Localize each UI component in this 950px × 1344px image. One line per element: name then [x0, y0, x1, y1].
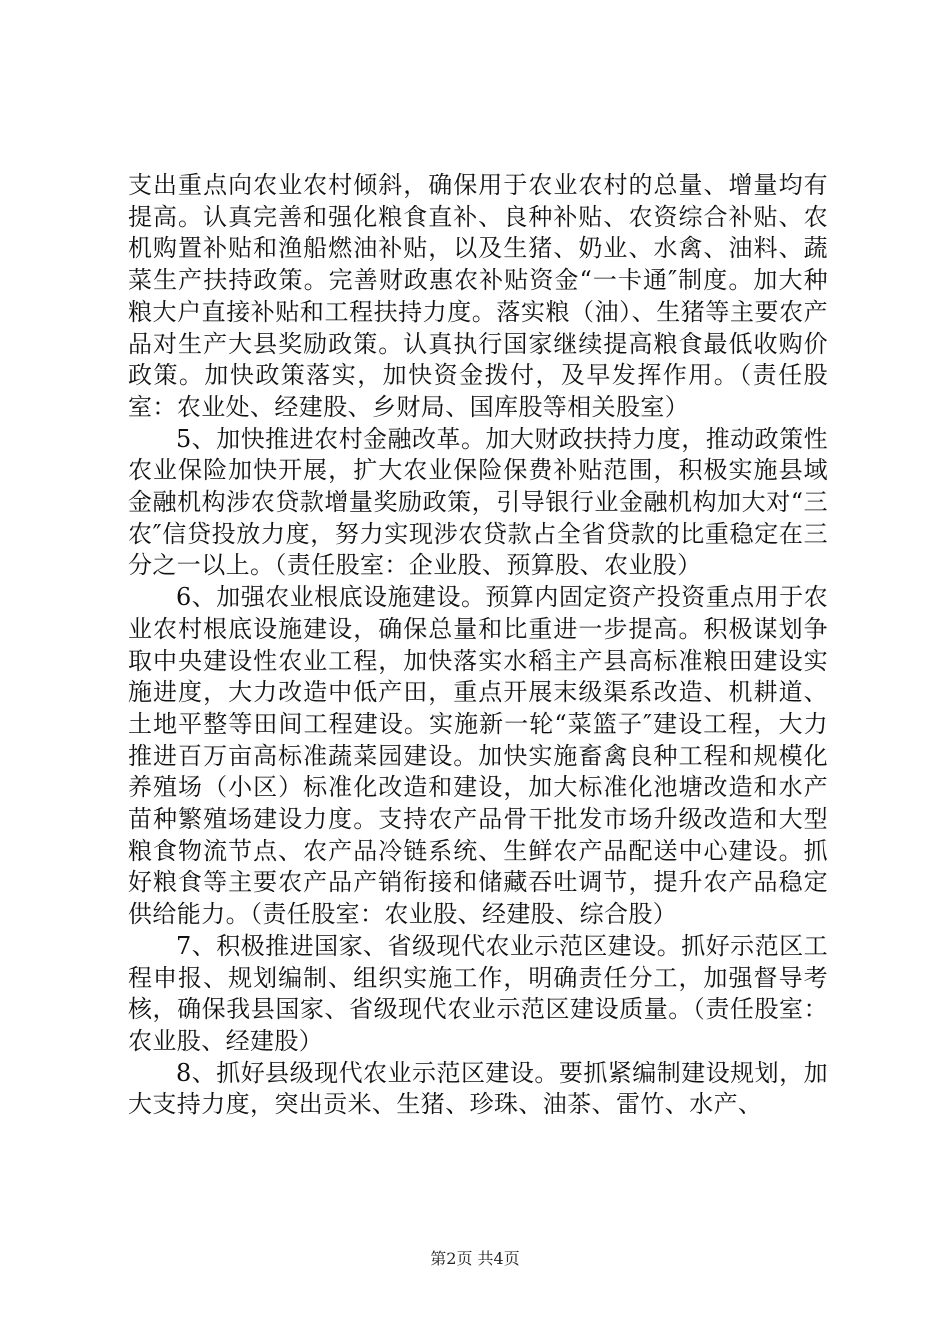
page-number-footer: 第2页 共4页: [430, 1249, 520, 1268]
paragraph-continuation: 支出重点向农业农村倾斜，确保用于农业农村的总量、增量均有提高。认真完善和强化粮食直补、良种补贴、农资综合补贴、农机购置补贴和渔船燃油补贴，以及生猪、奶业、水禽、油料、蔬菜生产扶持政策。完善财政惠农补贴资金“一卡通″制度。加大种粮大户直接补贴和工程扶持力度。落实粮（油）、生猪等主要农产品对生产大县奖励政策。认真执行国家继续提高粮食最低收购价政策。加快政策落实，加快资金拨付，及早发挥作用。（责任股室：农业处、经建股、乡财局、国库股等相关股室）: [128, 171, 828, 421]
paragraph-item-6: 6、加强农业根底设施建设。预算内固定资产投资重点用于农业农村根底设施建设，确保总量和比重进一步提高。积极谋划争取中央建设性农业工程，加快落实水稻主产县高标准粮田建设实施进度，大力改造中低产田，重点开展末级渠系改造、机耕道、土地平整等田间工程建设。实施新一轮“菜篮子″建设工程，大力推进百万亩高标准蔬菜园建设。加快实施畜禽良种工程和规模化养殖场（小区）标准化改造和建设，加大标准化池塘改造和水产苗种繁殖场建设力度。支持农产品骨干批发市场升级改造和大型粮食物流节点、农产品冷链系统、生鲜农产品配送中心建设。抓好粮食等主要农产品产销衔接和储藏吞吐调节，提升农产品稳定供给能力。（责任股室：农业股、经建股、综合股）: [128, 583, 828, 929]
document-body: [128, 170, 828, 1121]
paragraph-item-8: 8、抓好县级现代农业示范区建设。要抓紧编制建设规划，加大支持力度，突出贡米、生猪、珍珠、油茶、雷竹、水产、: [128, 1058, 828, 1119]
paragraph-item-5: 5、加快推进农村金融改革。加大财政扶持力度，推动政策性农业保险加快开展，扩大农业保险保费补贴范围，积极实施县域金融机构涉农贷款增量奖励政策，引导银行业金融机构加大对“三农″信贷投放力度，努力实现涉农贷款占全省贷款的比重稳定在三分之一以上。（责任股室：企业股、预算股、农业股）: [128, 424, 828, 580]
paragraph-item-7: 7、积极推进国家、省级现代农业示范区建设。抓好示范区工程申报、规划编制、组织实施工作，明确责任分工，加强督导考核，确保我县国家、省级现代农业示范区建设质量。（责任股室：农业股、经建股）: [128, 931, 828, 1055]
